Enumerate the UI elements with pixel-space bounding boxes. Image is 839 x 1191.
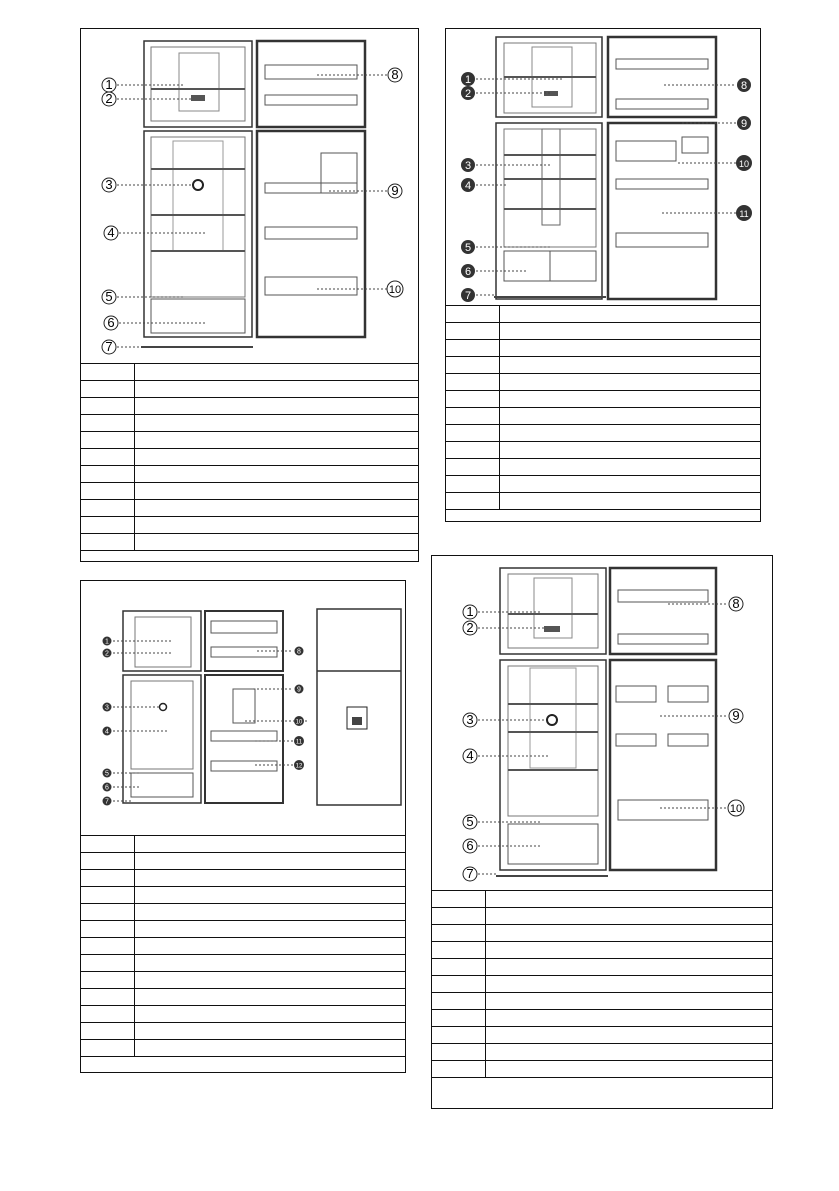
- legend-number-cell: [446, 391, 500, 408]
- legend-row: [432, 908, 773, 925]
- legend-row: [81, 972, 406, 989]
- legend-description-cell: [500, 323, 761, 340]
- callout-7: [463, 866, 477, 881]
- callout-7: [461, 288, 475, 302]
- fridge-diagram-d: [432, 556, 772, 890]
- svg-text:8: 8: [297, 648, 301, 656]
- svg-text:5: 5: [105, 289, 113, 304]
- legend-description-cell: [486, 976, 773, 993]
- callout-11: [294, 736, 304, 746]
- legend-row: [81, 938, 406, 955]
- legend-number-cell: [446, 425, 500, 442]
- callout-10: [728, 800, 744, 816]
- legend-description-cell: [135, 1040, 406, 1057]
- callout-2: [102, 91, 116, 106]
- svg-text:2: 2: [466, 620, 474, 635]
- legend-description-cell: [486, 959, 773, 976]
- legend-number-cell: [81, 483, 135, 500]
- legend-description-cell: [135, 449, 419, 466]
- callout-2: [461, 86, 475, 100]
- legend-number-cell: [81, 955, 135, 972]
- svg-text:10: 10: [388, 284, 402, 296]
- legend-number-cell: [81, 534, 135, 551]
- legend-row: [81, 517, 419, 534]
- legend-number-cell: [446, 442, 500, 459]
- legend-number-cell: [432, 1027, 486, 1044]
- callout-4: [461, 178, 475, 192]
- legend-number-cell: [81, 921, 135, 938]
- legend-row: [81, 381, 419, 398]
- legend-description-cell: [135, 364, 419, 381]
- svg-text:6: 6: [464, 266, 472, 278]
- legend-description-cell: [500, 408, 761, 425]
- callout-8: [295, 647, 304, 656]
- legend-row: [446, 408, 761, 425]
- callout-9: [729, 708, 743, 723]
- legend-row: [81, 955, 406, 972]
- legend-number-cell: [432, 959, 486, 976]
- callout-5: [103, 769, 112, 778]
- callout-12: [294, 760, 304, 770]
- legend-number-cell: [81, 1006, 135, 1023]
- legend-table-c: [80, 835, 406, 1057]
- legend-number-cell: [81, 887, 135, 904]
- callout-5: [102, 289, 116, 304]
- legend-description-cell: [135, 483, 419, 500]
- svg-text:5: 5: [105, 770, 109, 778]
- legend-number-cell: [81, 904, 135, 921]
- svg-text:2: 2: [105, 91, 113, 106]
- legend-description-cell: [486, 891, 773, 908]
- legend-number-cell: [446, 306, 500, 323]
- legend-description-cell: [135, 1023, 406, 1040]
- callout-4: [104, 225, 118, 240]
- legend-description-cell: [486, 908, 773, 925]
- callout-1: [463, 604, 477, 619]
- svg-text:6: 6: [466, 838, 474, 853]
- legend-description-cell: [135, 955, 406, 972]
- legend-row: [81, 853, 406, 870]
- svg-text:7: 7: [464, 290, 472, 302]
- callout-11: [736, 205, 752, 221]
- fridge-diagram-c: [81, 581, 405, 835]
- legend-number-cell: [81, 836, 135, 853]
- legend-row: [446, 459, 761, 476]
- legend-description-cell: [500, 442, 761, 459]
- svg-text:1: 1: [105, 638, 109, 646]
- legend-table-a: [80, 363, 419, 551]
- callout-3: [461, 158, 475, 172]
- legend-description-cell: [486, 993, 773, 1010]
- legend-number-cell: [81, 500, 135, 517]
- callout-2: [103, 649, 112, 658]
- legend-number-cell: [81, 1040, 135, 1057]
- legend-description-cell: [486, 942, 773, 959]
- legend-row: [432, 942, 773, 959]
- legend-description-cell: [135, 938, 406, 955]
- callout-3: [102, 177, 116, 192]
- legend-row: [432, 925, 773, 942]
- callout-4: [103, 727, 112, 736]
- legend-number-cell: [81, 415, 135, 432]
- legend-number-cell: [446, 374, 500, 391]
- legend-row: [81, 500, 419, 517]
- legend-description-cell: [500, 459, 761, 476]
- svg-text:9: 9: [740, 118, 748, 130]
- callout-10: [736, 155, 752, 171]
- callout-1: [103, 637, 112, 646]
- legend-row: [446, 340, 761, 357]
- svg-text:4: 4: [105, 728, 109, 736]
- legend-number-cell: [81, 853, 135, 870]
- legend-description-cell: [500, 340, 761, 357]
- legend-number-cell: [432, 1010, 486, 1027]
- legend-row: [432, 1027, 773, 1044]
- callout-7: [102, 339, 116, 354]
- svg-text:5: 5: [466, 814, 474, 829]
- svg-text:2: 2: [105, 650, 109, 658]
- legend-description-cell: [486, 1044, 773, 1061]
- legend-description-cell: [135, 398, 419, 415]
- legend-row: [81, 483, 419, 500]
- legend-row: [446, 476, 761, 493]
- legend-number-cell: [81, 364, 135, 381]
- legend-row: [81, 904, 406, 921]
- legend-row: [81, 415, 419, 432]
- callout-9: [295, 685, 304, 694]
- legend-description-cell: [486, 1027, 773, 1044]
- legend-row: [446, 391, 761, 408]
- legend-number-cell: [432, 925, 486, 942]
- legend-row: [446, 442, 761, 459]
- svg-text:3: 3: [105, 177, 113, 192]
- svg-text:8: 8: [740, 80, 748, 92]
- svg-text:3: 3: [466, 712, 474, 727]
- legend-row: [446, 323, 761, 340]
- legend-number-cell: [432, 891, 486, 908]
- callout-8: [729, 596, 743, 611]
- svg-text:12: 12: [295, 763, 303, 770]
- legend-row: [432, 993, 773, 1010]
- legend-description-cell: [135, 381, 419, 398]
- legend-description-cell: [135, 415, 419, 432]
- callout-4: [463, 748, 477, 763]
- legend-number-cell: [432, 1061, 486, 1078]
- callout-5: [461, 240, 475, 254]
- callout-1: [461, 72, 475, 86]
- callout-6: [461, 264, 475, 278]
- legend-number-cell: [432, 1044, 486, 1061]
- callout-6: [104, 315, 118, 330]
- legend-description-cell: [500, 306, 761, 323]
- legend-row: [81, 534, 419, 551]
- legend-row: [432, 1044, 773, 1061]
- legend-row: [446, 357, 761, 374]
- svg-text:3: 3: [464, 160, 472, 172]
- svg-text:10: 10: [738, 159, 750, 169]
- legend-row: [81, 432, 419, 449]
- svg-text:6: 6: [107, 315, 115, 330]
- legend-row: [81, 1040, 406, 1057]
- legend-number-cell: [446, 459, 500, 476]
- legend-description-cell: [135, 836, 406, 853]
- legend-description-cell: [500, 493, 761, 510]
- fridge-diagram-a: [81, 29, 418, 363]
- legend-row: [81, 1006, 406, 1023]
- legend-description-cell: [500, 357, 761, 374]
- diagram-panel-b: [445, 28, 761, 522]
- callout-8: [388, 67, 402, 82]
- legend-row: [81, 989, 406, 1006]
- legend-number-cell: [446, 493, 500, 510]
- legend-description-cell: [486, 925, 773, 942]
- svg-text:8: 8: [391, 67, 399, 82]
- svg-text:4: 4: [466, 748, 474, 763]
- legend-number-cell: [446, 323, 500, 340]
- legend-description-cell: [500, 391, 761, 408]
- legend-number-cell: [81, 432, 135, 449]
- svg-text:6: 6: [105, 784, 109, 792]
- svg-text:7: 7: [466, 866, 474, 881]
- legend-number-cell: [81, 517, 135, 534]
- legend-number-cell: [81, 398, 135, 415]
- legend-description-cell: [135, 989, 406, 1006]
- legend-number-cell: [81, 938, 135, 955]
- legend-description-cell: [135, 921, 406, 938]
- legend-row: [446, 306, 761, 323]
- legend-row: [432, 1010, 773, 1027]
- diagram-panel-c: [80, 580, 406, 1073]
- legend-number-cell: [432, 976, 486, 993]
- callout-3: [463, 712, 477, 727]
- legend-description-cell: [135, 887, 406, 904]
- callout-9: [388, 183, 402, 198]
- legend-row: [81, 1023, 406, 1040]
- legend-number-cell: [432, 942, 486, 959]
- legend-number-cell: [81, 466, 135, 483]
- legend-row: [446, 493, 761, 510]
- legend-description-cell: [135, 972, 406, 989]
- legend-table-d: [431, 890, 773, 1078]
- legend-description-cell: [135, 904, 406, 921]
- legend-number-cell: [81, 972, 135, 989]
- callout-3: [103, 703, 112, 712]
- legend-row: [81, 364, 419, 381]
- diagram-panel-a: [80, 28, 419, 562]
- legend-description-cell: [135, 1006, 406, 1023]
- callout-10: [387, 281, 403, 297]
- svg-text:9: 9: [297, 686, 301, 694]
- legend-row: [432, 959, 773, 976]
- legend-description-cell: [135, 534, 419, 551]
- legend-number-cell: [81, 381, 135, 398]
- legend-row: [81, 870, 406, 887]
- svg-text:11: 11: [295, 739, 303, 746]
- legend-number-cell: [81, 989, 135, 1006]
- svg-text:10: 10: [295, 719, 303, 726]
- legend-description-cell: [500, 476, 761, 493]
- legend-description-cell: [135, 466, 419, 483]
- callout-5: [463, 814, 477, 829]
- legend-row: [81, 398, 419, 415]
- callout-10: [294, 716, 304, 726]
- legend-row: [81, 921, 406, 938]
- svg-text:8: 8: [732, 596, 740, 611]
- legend-description-cell: [486, 1010, 773, 1027]
- legend-number-cell: [446, 476, 500, 493]
- legend-number-cell: [81, 449, 135, 466]
- callout-8: [737, 78, 751, 92]
- callout-1: [102, 77, 116, 92]
- svg-text:4: 4: [464, 180, 472, 192]
- svg-text:1: 1: [466, 604, 474, 619]
- legend-row: [446, 374, 761, 391]
- legend-number-cell: [446, 340, 500, 357]
- legend-table-b: [445, 305, 761, 510]
- svg-text:10: 10: [729, 803, 743, 815]
- legend-row: [81, 887, 406, 904]
- callout-2: [463, 620, 477, 635]
- legend-description-cell: [486, 1061, 773, 1078]
- fridge-diagram-b: [446, 29, 760, 305]
- legend-description-cell: [135, 870, 406, 887]
- svg-text:9: 9: [391, 183, 399, 198]
- legend-row: [432, 976, 773, 993]
- svg-text:2: 2: [464, 88, 472, 100]
- legend-description-cell: [135, 432, 419, 449]
- svg-text:7: 7: [105, 339, 113, 354]
- legend-number-cell: [81, 870, 135, 887]
- legend-description-cell: [135, 853, 406, 870]
- svg-text:5: 5: [464, 242, 472, 254]
- svg-text:7: 7: [105, 798, 109, 806]
- svg-text:1: 1: [464, 74, 472, 86]
- callout-9: [737, 116, 751, 130]
- callout-6: [103, 783, 112, 792]
- legend-number-cell: [446, 357, 500, 374]
- legend-row: [81, 449, 419, 466]
- callout-7: [103, 797, 112, 806]
- svg-text:11: 11: [739, 209, 749, 219]
- diagram-panel-d: [431, 555, 773, 1109]
- legend-number-cell: [446, 408, 500, 425]
- svg-text:1: 1: [105, 77, 113, 92]
- legend-description-cell: [500, 374, 761, 391]
- legend-description-cell: [135, 517, 419, 534]
- legend-number-cell: [432, 908, 486, 925]
- legend-row: [432, 1061, 773, 1078]
- legend-number-cell: [432, 993, 486, 1010]
- legend-number-cell: [81, 1023, 135, 1040]
- legend-row: [446, 425, 761, 442]
- legend-row: [81, 836, 406, 853]
- legend-description-cell: [135, 500, 419, 517]
- callout-6: [463, 838, 477, 853]
- legend-row: [432, 891, 773, 908]
- legend-row: [81, 466, 419, 483]
- svg-text:4: 4: [107, 225, 115, 240]
- svg-text:9: 9: [732, 708, 740, 723]
- svg-text:3: 3: [105, 704, 109, 712]
- legend-description-cell: [500, 425, 761, 442]
